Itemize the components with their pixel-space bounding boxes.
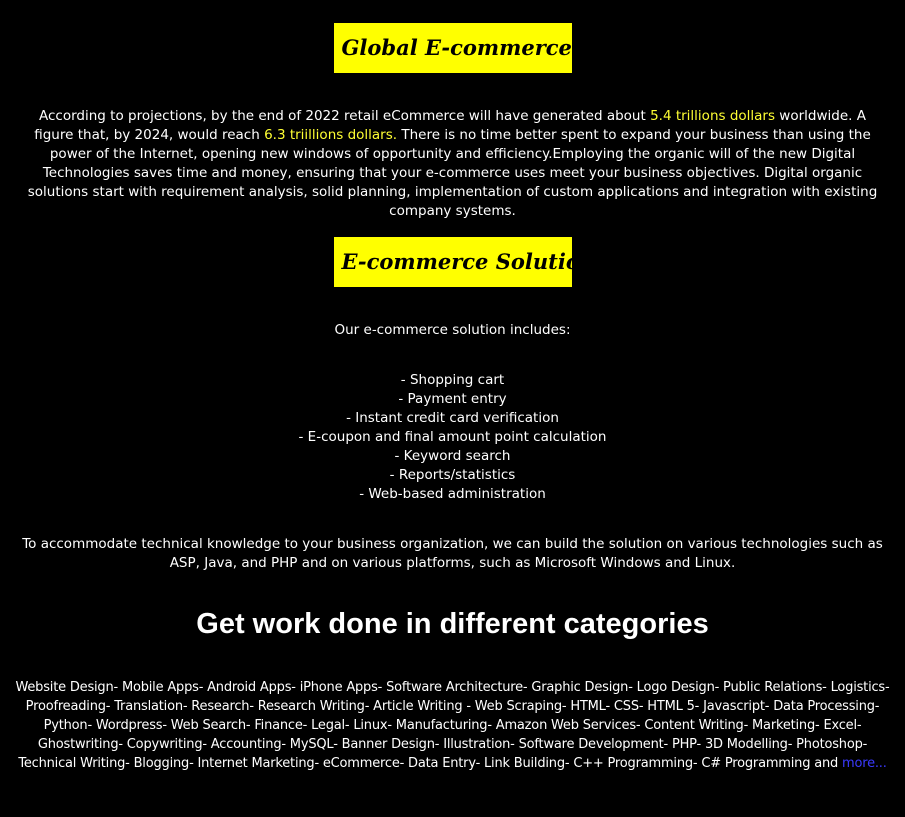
categories-text: Website Design- Mobile Apps- Android Apps- iPhone Apps- Software Architecture- Graphic Design- Logo Design- Public Relations- Logistics- Proofreading- Translation- Research- Research Writing- Article Writing - Web Scraping- HTML- CSS- HTML 5- Javascript- Data Processing- Python- Wordpress- Web Search- Finance- Legal- Linux- Manufacturing- Amazon Web Services- Content Writing- Marketing- Excel- Ghostwriting- Copywriting- Accounting- MySQL- Banner Design- Illustration- Software Development- PHP- 3D Modelling- Photoshop- Technical Writing- Blogging- Internet Marketing- eCommerce- Data Entry- Link Building- C++ Programming- C# Programming and <box>15 680 890 771</box>
feature-list <box>0 371 905 504</box>
ecommerce-intro-paragraph <box>20 107 885 221</box>
categories-list <box>14 678 891 773</box>
intro-text-2: worldwide. A figure that, by 2024, would reach <box>34 108 866 143</box>
global-ecommerce-badge: Global E-commerce <box>334 23 572 73</box>
feature-item: - Keyword search <box>394 448 511 464</box>
feature-item: - E-coupon and final amount point calculation <box>298 429 607 445</box>
feature-item: - Payment entry <box>398 391 507 407</box>
intro-text-3: There is no time better spent to expand your business than using the power of the Internet, opening new windows of opportunity and efficiency.Employing the organic will of the new Digital Technologies saves time and money, ensuring that your e-commerce uses meet your business objectives. Digital organic solutions start with requirement analysis, solid planning, implementation of custom applications and integration with existing company systems. <box>27 127 878 219</box>
highlight-2022-figure: 5.4 trillions dollars <box>650 108 776 124</box>
more-categories-link[interactable]: more... <box>842 756 887 771</box>
feature-item: - Reports/statistics <box>389 467 516 483</box>
intro-text-1: According to projections, by the end of 2022 retail eCommerce will have generated about <box>39 108 651 124</box>
feature-item: - Web-based administration <box>359 486 546 502</box>
feature-item: - Instant credit card verification <box>346 410 559 426</box>
technologies-paragraph: To accommodate technical knowledge to your business organization, we can build the solution on various technologies such as ASP, Java, and PHP and on various platforms, such as Microsoft Windows and Linux. <box>22 536 883 571</box>
categories-heading: Get work done in different categories <box>196 608 709 640</box>
ecommerce-solutions-badge: E-commerce Solutions <box>334 237 572 287</box>
feature-item: - Shopping cart <box>400 372 505 388</box>
highlight-2024-figure: 6.3 triillions dollars. <box>264 127 398 143</box>
solution-includes-label: Our e-commerce solution includes: <box>334 322 571 338</box>
